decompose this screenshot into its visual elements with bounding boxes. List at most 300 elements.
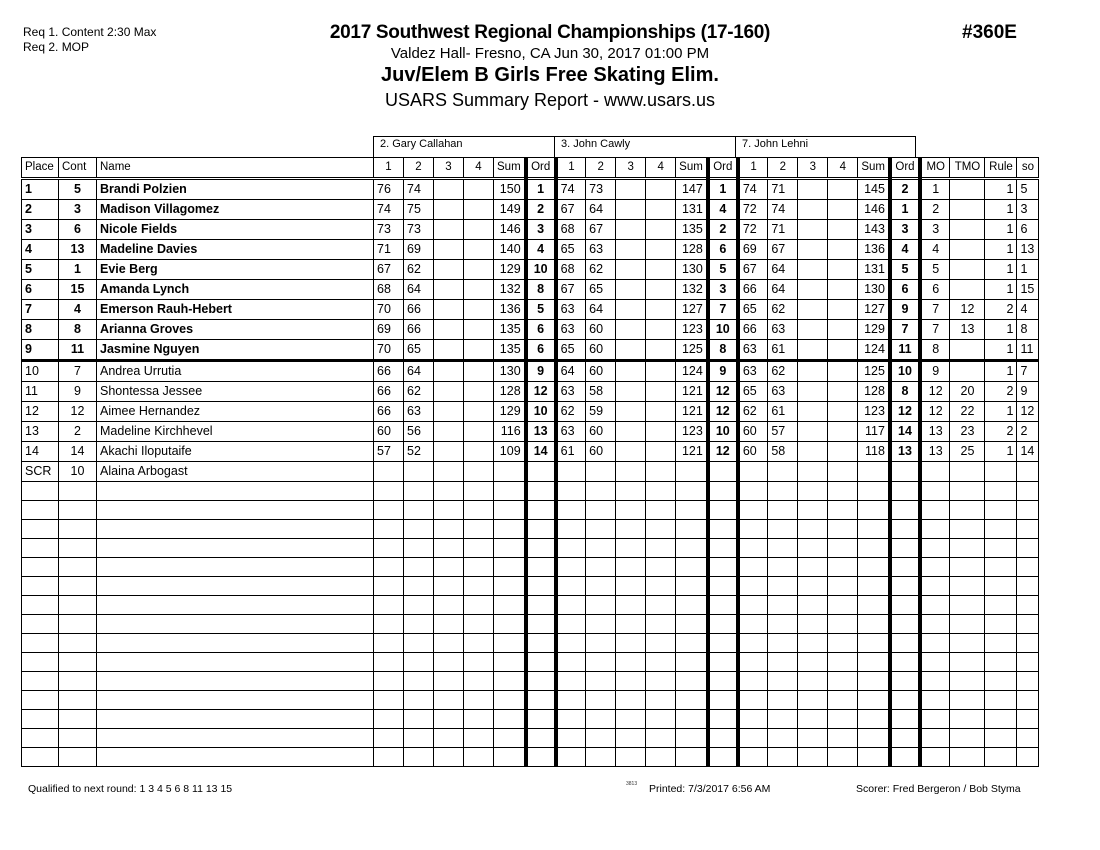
ordinal-cell: 4 <box>890 240 920 260</box>
score-cell <box>434 220 464 240</box>
score-cell <box>798 577 828 596</box>
ordinal-cell: 1 <box>526 179 556 200</box>
ordinal-cell: 4 <box>708 200 738 220</box>
score-cell <box>556 596 586 615</box>
score-cell <box>464 220 494 240</box>
score-cell: 63 <box>556 422 586 442</box>
score-cell <box>646 634 676 653</box>
ordinal-cell <box>526 558 556 577</box>
tmo-cell <box>950 340 985 361</box>
name-cell: Andrea Urrutia <box>97 361 374 382</box>
score-cell <box>556 691 586 710</box>
sum-cell <box>494 482 526 501</box>
name-cell <box>97 672 374 691</box>
ordinal-cell <box>708 729 738 748</box>
mo-cell: 2 <box>920 200 950 220</box>
sum-cell: 129 <box>858 320 890 340</box>
score-cell: 65 <box>404 340 434 361</box>
name-cell: Madeline Kirchhevel <box>97 422 374 442</box>
score-cell <box>434 615 464 634</box>
score-cell <box>738 462 768 482</box>
ordinal-cell <box>890 577 920 596</box>
place-cell <box>22 710 59 729</box>
score-cell: 74 <box>404 179 434 200</box>
rule-cell: 1 <box>985 260 1017 280</box>
cont-cell <box>59 577 97 596</box>
score-cell <box>828 539 858 558</box>
score-cell <box>464 200 494 220</box>
score-cell <box>616 320 646 340</box>
rule-cell: 1 <box>985 280 1017 300</box>
rule-cell: 2 <box>985 382 1017 402</box>
score-cell <box>434 240 464 260</box>
score-cell <box>434 634 464 653</box>
score-cell: 63 <box>738 361 768 382</box>
score-cell: 62 <box>404 382 434 402</box>
score-cell <box>798 361 828 382</box>
score-cell <box>616 729 646 748</box>
score-cell <box>828 558 858 577</box>
header-judge1-col6: Ord <box>526 158 556 179</box>
score-cell <box>556 482 586 501</box>
tmo-cell: 22 <box>950 402 985 422</box>
score-cell <box>556 634 586 653</box>
ordinal-cell: 14 <box>526 442 556 462</box>
score-cell <box>464 422 494 442</box>
header-judge1-col2: 2 <box>404 158 434 179</box>
table-row <box>22 300 1039 320</box>
score-cell <box>616 179 646 200</box>
score-cell <box>434 422 464 442</box>
score-cell: 59 <box>586 402 616 422</box>
score-cell <box>828 300 858 320</box>
name-cell <box>97 729 374 748</box>
score-cell: 66 <box>374 402 404 422</box>
ordinal-cell <box>526 710 556 729</box>
so-cell: 5 <box>1017 179 1039 200</box>
score-cell: 63 <box>404 402 434 422</box>
score-cell: 64 <box>404 280 434 300</box>
sum-cell <box>676 539 708 558</box>
ordinal-cell <box>708 748 738 767</box>
sum-cell: 117 <box>858 422 890 442</box>
cont-cell: 9 <box>59 382 97 402</box>
sum-cell <box>676 748 708 767</box>
place-cell <box>22 615 59 634</box>
score-cell <box>768 653 798 672</box>
sum-cell <box>676 691 708 710</box>
score-cell <box>556 577 586 596</box>
score-cell: 71 <box>768 220 798 240</box>
score-cell <box>616 442 646 462</box>
ordinal-cell <box>526 520 556 539</box>
blank-row <box>22 672 1039 691</box>
score-cell <box>616 558 646 577</box>
ordinal-cell: 6 <box>526 320 556 340</box>
score-cell <box>646 615 676 634</box>
score-cell <box>374 596 404 615</box>
score-cell <box>464 260 494 280</box>
sum-cell: 135 <box>494 320 526 340</box>
sum-cell: 123 <box>676 320 708 340</box>
score-cell <box>464 280 494 300</box>
score-cell <box>434 501 464 520</box>
cont-cell <box>59 558 97 577</box>
event-name: Juv/Elem B Girls Free Skating Elim. <box>381 64 719 86</box>
score-cell <box>738 634 768 653</box>
cont-cell: 15 <box>59 280 97 300</box>
name-cell: Alaina Arbogast <box>97 462 374 482</box>
score-cell <box>464 691 494 710</box>
score-cell: 67 <box>586 220 616 240</box>
score-cell <box>738 501 768 520</box>
score-cell <box>404 748 434 767</box>
sum-cell: 127 <box>858 300 890 320</box>
score-cell <box>798 382 828 402</box>
name-cell <box>97 577 374 596</box>
score-cell <box>646 577 676 596</box>
score-cell <box>798 634 828 653</box>
score-cell <box>768 615 798 634</box>
score-cell: 63 <box>556 300 586 320</box>
mo-cell: 8 <box>920 340 950 361</box>
so-cell <box>1017 634 1039 653</box>
score-cell <box>434 361 464 382</box>
name-cell: Akachi Iloputaife <box>97 442 374 462</box>
judge-header-3: 7. John Lehni <box>735 136 916 157</box>
score-cell <box>828 634 858 653</box>
tmo-cell <box>950 462 985 482</box>
score-cell: 58 <box>586 382 616 402</box>
score-cell <box>616 361 646 382</box>
mo-cell <box>920 634 950 653</box>
rule-cell <box>985 691 1017 710</box>
sum-cell: 131 <box>858 260 890 280</box>
score-cell <box>556 520 586 539</box>
cont-cell: 4 <box>59 300 97 320</box>
score-cell: 62 <box>738 402 768 422</box>
place-cell: 11 <box>22 382 59 402</box>
ordinal-cell: 6 <box>890 280 920 300</box>
score-cell <box>586 615 616 634</box>
ordinal-cell: 8 <box>890 382 920 402</box>
score-cell: 75 <box>404 200 434 220</box>
sum-cell: 129 <box>494 402 526 422</box>
score-cell: 71 <box>374 240 404 260</box>
score-cell <box>828 482 858 501</box>
tmo-cell <box>950 558 985 577</box>
blank-row <box>22 710 1039 729</box>
score-cell <box>556 462 586 482</box>
ordinal-cell <box>890 729 920 748</box>
score-cell: 52 <box>404 442 434 462</box>
score-cell <box>464 577 494 596</box>
so-cell: 15 <box>1017 280 1039 300</box>
sum-cell: 123 <box>676 422 708 442</box>
score-cell <box>768 462 798 482</box>
blank-row <box>22 691 1039 710</box>
score-cell: 66 <box>404 300 434 320</box>
header-judge3-col5: Sum <box>858 158 890 179</box>
place-cell: 4 <box>22 240 59 260</box>
sum-cell <box>858 501 890 520</box>
score-cell: 60 <box>586 442 616 462</box>
sum-cell: 136 <box>494 300 526 320</box>
cont-cell: 14 <box>59 442 97 462</box>
score-cell <box>464 300 494 320</box>
score-cell <box>404 653 434 672</box>
place-cell <box>22 539 59 558</box>
ordinal-cell <box>890 520 920 539</box>
tmo-cell <box>950 691 985 710</box>
venue-date-line: Valdez Hall- Fresno, CA Jun 30, 2017 01:00 PM <box>390 45 710 62</box>
sum-cell: 121 <box>676 402 708 422</box>
score-cell <box>646 382 676 402</box>
score-cell: 57 <box>768 422 798 442</box>
header-tmo: TMO <box>950 158 985 179</box>
sum-cell <box>858 482 890 501</box>
so-cell <box>1017 482 1039 501</box>
score-cell <box>646 653 676 672</box>
score-cell: 61 <box>768 340 798 361</box>
header-judge2-col2: 2 <box>586 158 616 179</box>
score-cell: 66 <box>404 320 434 340</box>
mo-cell: 9 <box>920 361 950 382</box>
score-cell <box>798 596 828 615</box>
sum-cell <box>494 558 526 577</box>
score-cell <box>464 558 494 577</box>
score-cell <box>646 482 676 501</box>
score-cell <box>646 422 676 442</box>
tmo-cell <box>950 220 985 240</box>
sum-cell <box>858 653 890 672</box>
ordinal-cell: 4 <box>526 240 556 260</box>
score-cell <box>768 577 798 596</box>
place-cell <box>22 691 59 710</box>
score-cell <box>738 615 768 634</box>
place-cell <box>22 634 59 653</box>
tmo-cell <box>950 729 985 748</box>
score-cell: 70 <box>374 300 404 320</box>
ordinal-cell <box>890 653 920 672</box>
blank-row <box>22 653 1039 672</box>
score-cell <box>434 672 464 691</box>
score-cell <box>374 558 404 577</box>
mo-cell: 5 <box>920 260 950 280</box>
score-cell <box>738 710 768 729</box>
score-cell <box>616 615 646 634</box>
score-cell: 64 <box>768 260 798 280</box>
score-cell: 62 <box>556 402 586 422</box>
cont-cell <box>59 653 97 672</box>
sum-cell <box>858 634 890 653</box>
ordinal-cell: 3 <box>526 220 556 240</box>
sum-cell <box>494 577 526 596</box>
table-row <box>22 200 1039 220</box>
sum-cell <box>858 539 890 558</box>
score-cell <box>404 577 434 596</box>
score-cell <box>434 340 464 361</box>
so-cell <box>1017 653 1039 672</box>
score-cell <box>738 729 768 748</box>
sum-cell: 130 <box>494 361 526 382</box>
header-judge1-col3: 3 <box>434 158 464 179</box>
sum-cell <box>676 462 708 482</box>
so-cell <box>1017 520 1039 539</box>
score-cell <box>374 539 404 558</box>
rule-cell <box>985 710 1017 729</box>
score-cell <box>738 691 768 710</box>
tmo-cell: 20 <box>950 382 985 402</box>
score-cell <box>828 280 858 300</box>
sum-cell <box>676 729 708 748</box>
sum-cell <box>858 748 890 767</box>
score-cell <box>464 710 494 729</box>
name-cell <box>97 558 374 577</box>
score-cell <box>798 539 828 558</box>
mo-cell <box>920 520 950 539</box>
requirement-1: Req 1. Content 2:30 Max <box>23 25 157 39</box>
mo-cell <box>920 539 950 558</box>
score-cell: 69 <box>404 240 434 260</box>
ordinal-cell: 9 <box>708 361 738 382</box>
score-cell <box>828 729 858 748</box>
score-cell <box>616 462 646 482</box>
score-cell <box>798 710 828 729</box>
score-cell <box>798 340 828 361</box>
tmo-cell <box>950 577 985 596</box>
sum-cell <box>494 748 526 767</box>
score-cell <box>616 402 646 422</box>
score-cell <box>646 691 676 710</box>
so-cell <box>1017 462 1039 482</box>
ordinal-cell <box>708 539 738 558</box>
score-cell <box>556 748 586 767</box>
ordinal-cell: 2 <box>526 200 556 220</box>
ordinal-cell <box>890 634 920 653</box>
ordinal-cell <box>526 596 556 615</box>
sum-cell: 128 <box>494 382 526 402</box>
ordinal-cell <box>526 691 556 710</box>
ordinal-cell <box>526 462 556 482</box>
ordinal-cell <box>708 462 738 482</box>
mo-cell <box>920 482 950 501</box>
ordinal-cell: 13 <box>526 422 556 442</box>
rule-cell <box>985 615 1017 634</box>
name-cell: Jasmine Nguyen <box>97 340 374 361</box>
sum-cell: 125 <box>858 361 890 382</box>
header-cont: Cont <box>59 158 97 179</box>
score-cell <box>586 596 616 615</box>
score-cell: 65 <box>738 300 768 320</box>
name-cell <box>97 482 374 501</box>
rule-cell: 1 <box>985 442 1017 462</box>
cont-cell <box>59 748 97 767</box>
score-cell <box>828 240 858 260</box>
score-cell <box>464 501 494 520</box>
score-cell <box>646 300 676 320</box>
cont-cell: 11 <box>59 340 97 361</box>
score-cell <box>616 220 646 240</box>
score-cell <box>464 596 494 615</box>
ordinal-cell: 3 <box>708 280 738 300</box>
so-cell: 7 <box>1017 361 1039 382</box>
score-cell <box>404 634 434 653</box>
rule-cell: 1 <box>985 179 1017 200</box>
header-judge2-col6: Ord <box>708 158 738 179</box>
score-cell: 66 <box>738 280 768 300</box>
score-cell <box>586 558 616 577</box>
so-cell: 3 <box>1017 200 1039 220</box>
score-cell <box>768 729 798 748</box>
blank-row <box>22 520 1039 539</box>
rule-cell <box>985 558 1017 577</box>
place-cell <box>22 596 59 615</box>
score-cell <box>646 179 676 200</box>
score-cell <box>374 653 404 672</box>
header-judge3-col1: 1 <box>738 158 768 179</box>
sum-cell <box>676 558 708 577</box>
cont-cell <box>59 615 97 634</box>
score-cell: 61 <box>768 402 798 422</box>
header-judge2-col4: 4 <box>646 158 676 179</box>
ordinal-cell: 10 <box>526 260 556 280</box>
rule-cell: 1 <box>985 402 1017 422</box>
sum-cell: 149 <box>494 200 526 220</box>
score-cell <box>798 615 828 634</box>
score-cell <box>434 729 464 748</box>
score-cell <box>738 672 768 691</box>
tmo-cell <box>950 179 985 200</box>
score-cell: 65 <box>556 240 586 260</box>
ordinal-cell <box>708 596 738 615</box>
judge-header-1: 2. Gary Callahan <box>373 136 555 157</box>
score-cell <box>616 482 646 501</box>
so-cell: 8 <box>1017 320 1039 340</box>
name-cell: Arianna Groves <box>97 320 374 340</box>
score-cell <box>798 240 828 260</box>
score-cell <box>616 340 646 361</box>
rule-cell <box>985 596 1017 615</box>
score-cell: 63 <box>738 340 768 361</box>
tmo-cell: 23 <box>950 422 985 442</box>
score-cell <box>646 539 676 558</box>
name-cell <box>97 539 374 558</box>
sum-cell <box>494 501 526 520</box>
sum-cell <box>858 558 890 577</box>
score-cell <box>828 691 858 710</box>
score-cell <box>586 482 616 501</box>
ordinal-cell <box>890 748 920 767</box>
table-row <box>22 402 1039 422</box>
sum-cell: 150 <box>494 179 526 200</box>
ordinal-cell <box>708 653 738 672</box>
score-cell <box>828 179 858 200</box>
sum-cell <box>676 653 708 672</box>
score-cell: 67 <box>556 200 586 220</box>
blank-row <box>22 501 1039 520</box>
score-cell: 64 <box>768 280 798 300</box>
score-cell: 67 <box>374 260 404 280</box>
place-cell: 7 <box>22 300 59 320</box>
name-cell <box>97 710 374 729</box>
mo-cell: 7 <box>920 300 950 320</box>
sum-cell <box>858 615 890 634</box>
score-cell <box>828 402 858 422</box>
sum-cell <box>494 462 526 482</box>
so-cell: 14 <box>1017 442 1039 462</box>
tmo-cell <box>950 280 985 300</box>
